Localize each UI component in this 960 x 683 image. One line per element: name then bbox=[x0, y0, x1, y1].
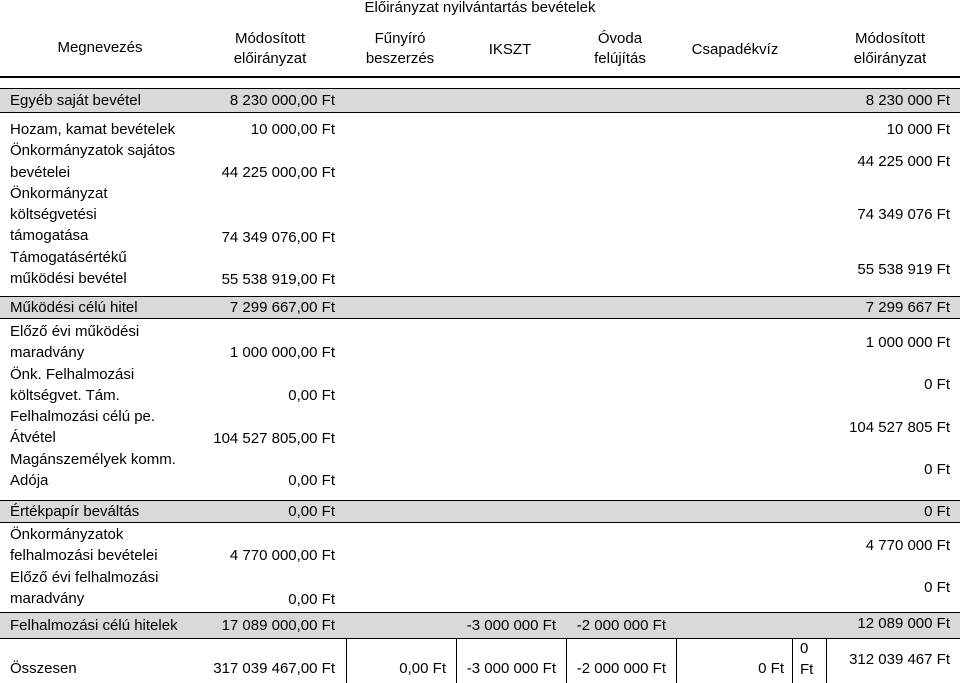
row-modified: 104 527 805,00 Ft bbox=[213, 430, 335, 447]
header-ikszt: IKSZT bbox=[488, 41, 532, 58]
row-name-line: Támogatásértékű bbox=[10, 249, 127, 266]
row-final: 8 230 000 Ft bbox=[865, 92, 950, 109]
row-name-line: maradvány bbox=[10, 344, 85, 361]
row-final: 10 000 Ft bbox=[886, 121, 950, 138]
header-name: Megnevezés bbox=[57, 39, 143, 56]
row-name: Értékpapír beváltás bbox=[10, 503, 140, 520]
row-final: 44 225 000 Ft bbox=[857, 153, 950, 170]
row-final: 0 Ft bbox=[924, 461, 950, 478]
row-final: 4 770 000 Ft bbox=[865, 537, 950, 554]
row-modified: 7 299 667,00 Ft bbox=[229, 299, 335, 316]
row-modified: 0,00 Ft bbox=[288, 387, 335, 404]
row-ikszt-value: -3 000 000 Ft bbox=[466, 617, 556, 634]
row-name-line: Önkormányzat bbox=[10, 185, 108, 202]
row-name-line: támogatása bbox=[10, 227, 89, 244]
total-extra-line: 0 bbox=[800, 640, 809, 657]
row-final: 0 Ft bbox=[924, 503, 950, 520]
header-csapadekviz: Csapadékvíz bbox=[691, 41, 779, 58]
header-modified-2: Módosított előirányzat bbox=[853, 30, 927, 67]
row-modified: 4 770 000,00 Ft bbox=[229, 547, 335, 564]
row-name: Hozam, kamat bevételek bbox=[10, 121, 176, 138]
row-final: 104 527 805 Ft bbox=[849, 419, 950, 436]
total-extra-line: Ft bbox=[800, 661, 814, 678]
row-final: 0 Ft bbox=[924, 579, 950, 596]
row-name: Egyéb saját bevétel bbox=[10, 92, 141, 109]
row-name-line: felhalmozási bevételei bbox=[10, 547, 158, 564]
row-name-line: Magánszemélyek komm. bbox=[10, 451, 176, 468]
row-ovoda-value: -2 000 000 Ft bbox=[576, 617, 666, 634]
header-ovoda: Óvoda felújítás bbox=[594, 30, 646, 67]
row-name: Felhalmozási célú hitelek bbox=[10, 617, 178, 634]
row-final: 7 299 667 Ft bbox=[865, 299, 950, 316]
row-name-line: költségvetési bbox=[10, 206, 97, 223]
row-modified: 0,00 Ft bbox=[288, 591, 335, 608]
total-funyiro: 0,00 Ft bbox=[399, 660, 446, 677]
row-name-line: Felhalmozási célú pe. bbox=[10, 408, 156, 425]
total-final: 312 039 467 Ft bbox=[849, 651, 950, 668]
row-name-line: Átvétel bbox=[10, 429, 56, 446]
row-name-line: Adója bbox=[10, 472, 49, 489]
row-name-line: Önkormányzatok sajátos bbox=[10, 142, 176, 159]
row-modified: 8 230 000,00 Ft bbox=[229, 92, 335, 109]
table-title: Előirányzat nyilvántartás bevételek bbox=[364, 0, 596, 16]
row-modified: 17 089 000,00 Ft bbox=[221, 617, 335, 634]
row-name-line: bevételei bbox=[10, 164, 71, 181]
total-csapadekviz: 0 Ft bbox=[758, 660, 784, 677]
row-name-line: Önkormányzatok bbox=[10, 526, 124, 543]
row-name-line: Önk. Felhalmozási bbox=[10, 366, 135, 383]
row-final: 1 000 000 Ft bbox=[865, 334, 950, 351]
row-name: Működési célú hitel bbox=[10, 299, 138, 316]
row-modified: 44 225 000,00 Ft bbox=[221, 164, 335, 181]
row-name-line: Előző évi felhalmozási bbox=[10, 569, 159, 586]
header-funyiro: Fűnyíró beszerzés bbox=[365, 30, 435, 67]
row-final: 0 Ft bbox=[924, 376, 950, 393]
row-modified: 0,00 Ft bbox=[288, 503, 335, 520]
row-name-line: Előző évi működési bbox=[10, 323, 140, 340]
row-name-line: működési bevétel bbox=[10, 270, 127, 287]
row-final: 55 538 919 Ft bbox=[857, 261, 950, 278]
total-modified: 317 039 467,00 Ft bbox=[213, 660, 335, 677]
total-ikszt: -3 000 000 Ft bbox=[466, 660, 556, 677]
total-label: Összesen bbox=[10, 660, 77, 677]
header-divider bbox=[0, 76, 960, 78]
row-final: 12 089 000 Ft bbox=[857, 615, 950, 632]
row-modified: 1 000 000,00 Ft bbox=[229, 344, 335, 361]
row-name-line: maradvány bbox=[10, 590, 85, 607]
row-name-line: költségvet. Tám. bbox=[10, 387, 120, 404]
row-modified: 10 000,00 Ft bbox=[250, 121, 335, 138]
total-ovoda: -2 000 000 Ft bbox=[576, 660, 666, 677]
header-modified-1: Módosított előirányzat bbox=[233, 30, 307, 67]
row-modified: 55 538 919,00 Ft bbox=[221, 271, 335, 288]
row-modified: 0,00 Ft bbox=[288, 472, 335, 489]
row-final: 74 349 076 Ft bbox=[857, 206, 950, 223]
row-modified: 74 349 076,00 Ft bbox=[221, 229, 335, 246]
